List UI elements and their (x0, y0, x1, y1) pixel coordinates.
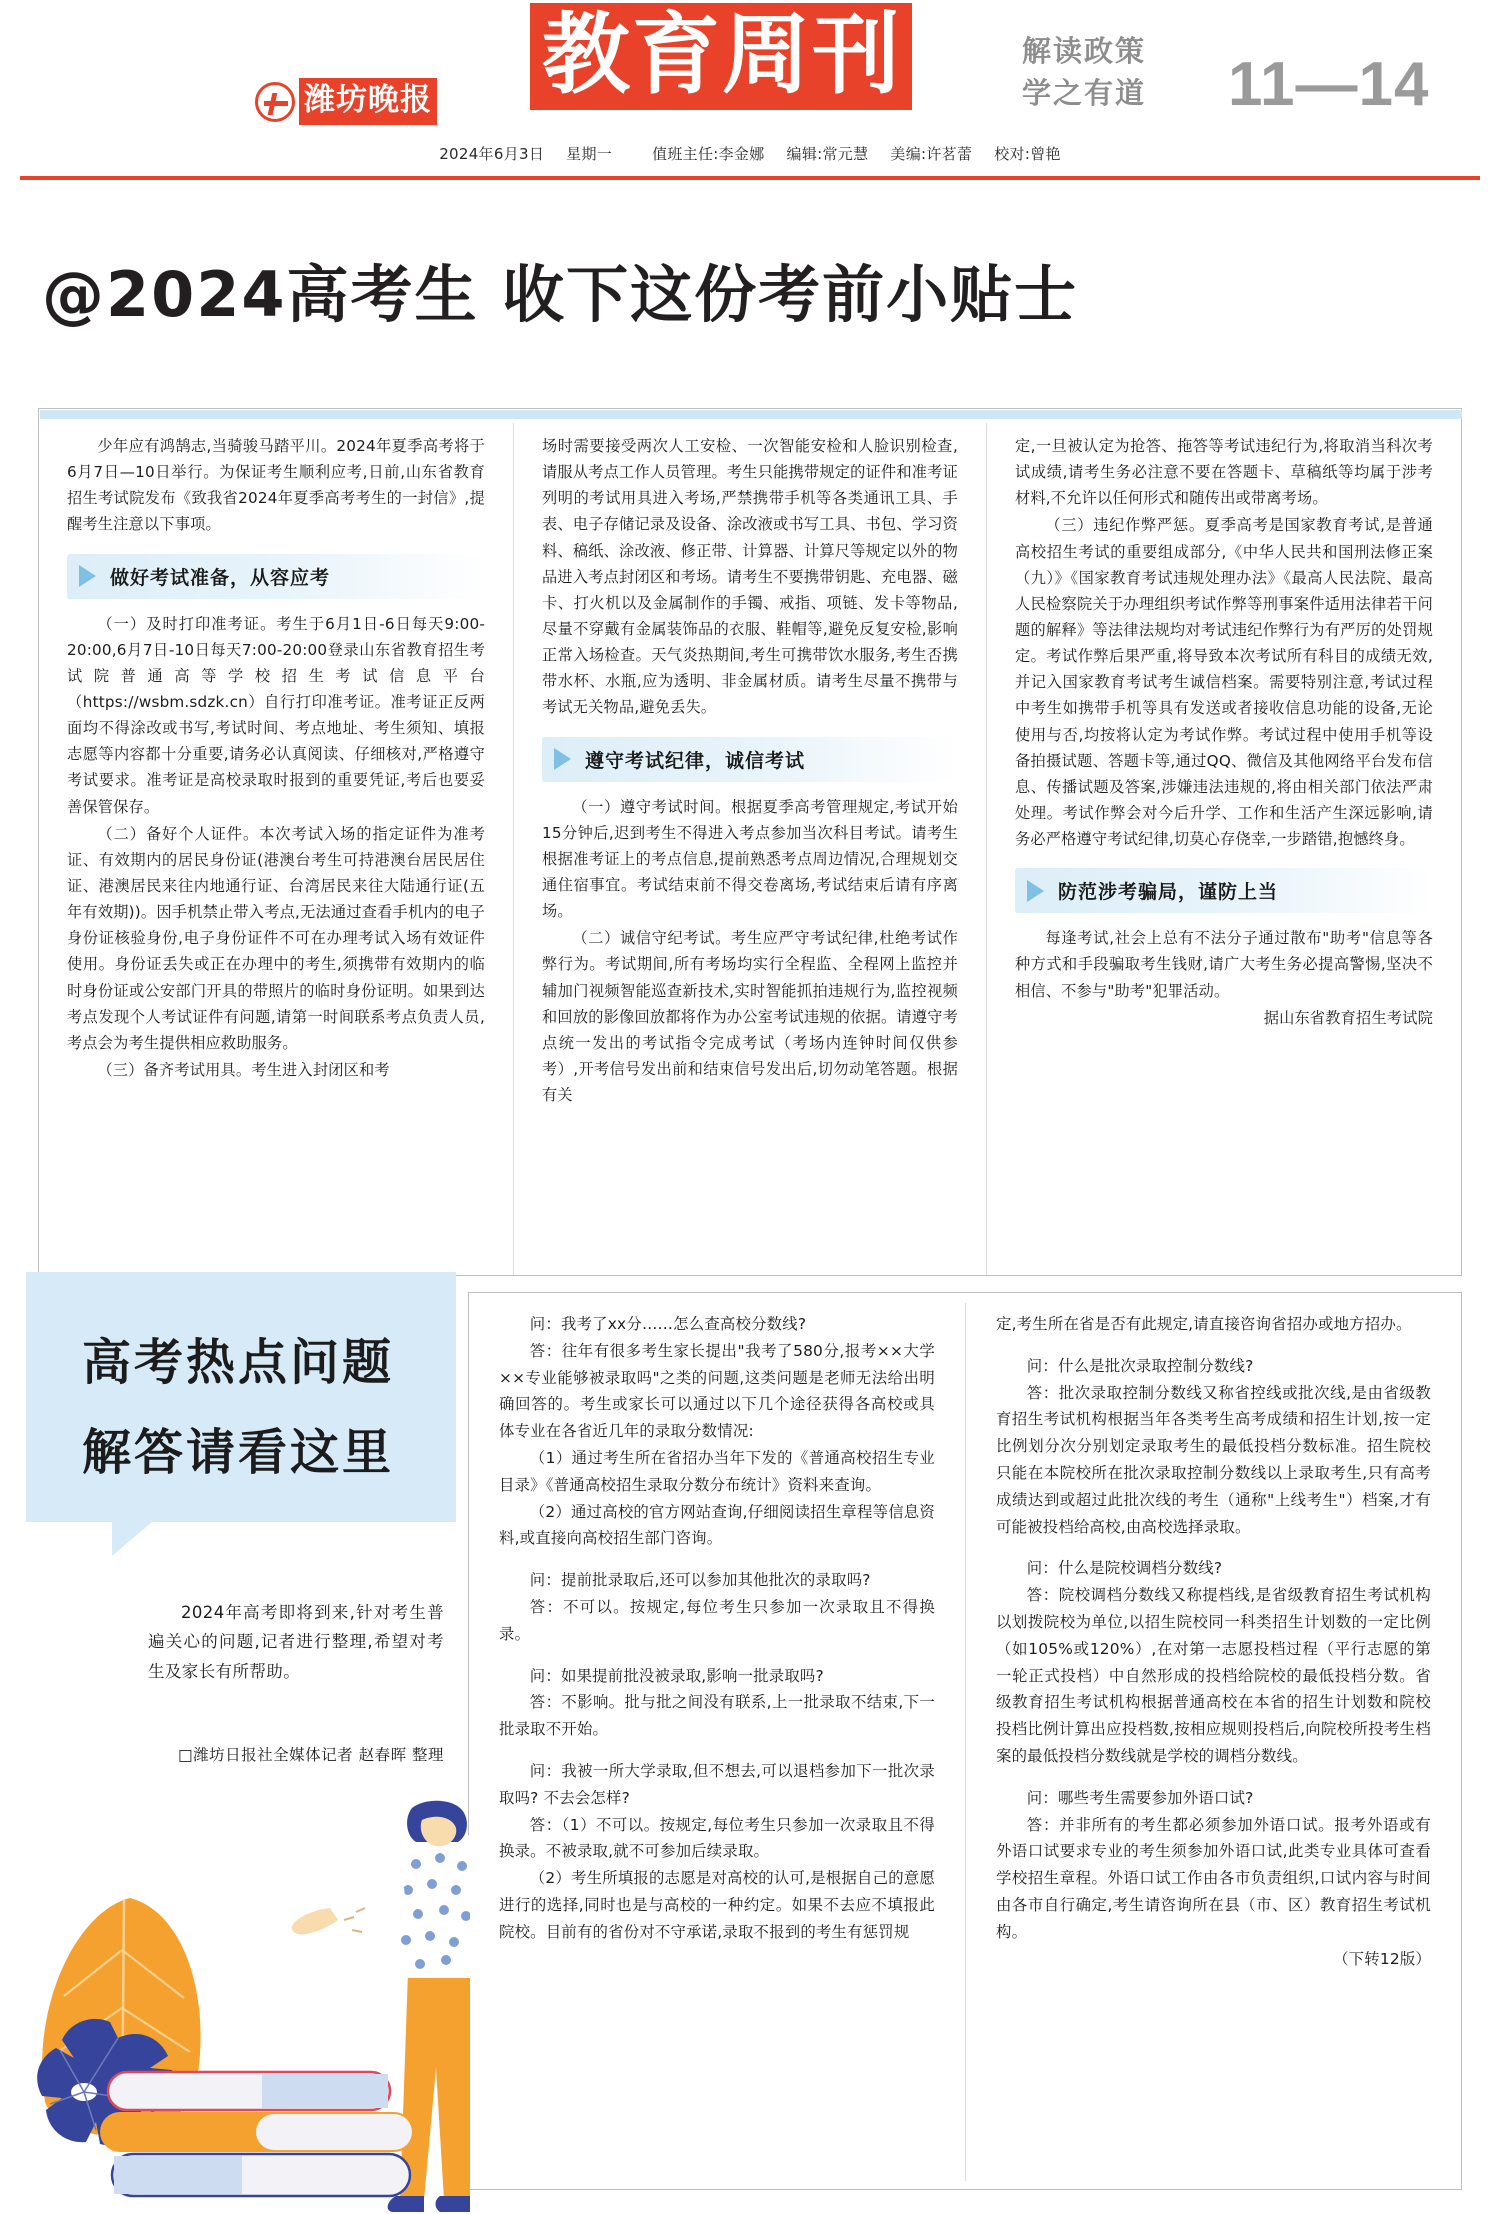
paragraph: （二）诚信守纪考试。考生应严守考试纪律,杜绝考试作弊行为。考试期间,所有考场均实行全程监、全程网上监控并辅加门视频智能巡查新技术,实时智能抓拍违规行为,监控视频和回放的影像回放都将作为办公室考试违规的依据。请遵守考点统一发出的考试指令完成考试（考场内连钟时间仅供参考）,开考信号发出前和结束信号发出后,切勿动笔答题。根据有关 (542, 929, 958, 1105)
masthead-byline (0, 143, 1500, 164)
qa-question: 问：我被一所大学录取,但不想去,可以退档参加下一批次录取吗? 不去会怎样? (499, 1761, 935, 1807)
qa-question: 问：什么是院校调档分数线? (1026, 1559, 1223, 1578)
qa-answer: 答：院校调档分数线又称提档线,是省级教育招生考试机构以划拨院校为单位,以招生院校同一科类招生计划数的一定比例（如105%或120%）,在对第一志愿投档过程（平行志愿的第一轮正式投档）中自然形成的投档给院校的最低投档分数。省级教育招生考试机构根据普通高校在本省的招生计划数和院校投档比例计算出应投档数,按相应规则投档后,向院校所投考生档案的最低投档分数线就是学校的调档分数线。 (996, 1586, 1431, 1765)
illustration-svg (0, 1800, 470, 2214)
masthead-slogan (1022, 30, 1146, 114)
qa-answer-continued: 定,考生所在省是否有此规定,请直接咨询省招办或地方招办。 (996, 1315, 1412, 1333)
section-header-3 (1015, 868, 1433, 913)
continued-marker: （下转12版） (1333, 1949, 1431, 1968)
art-editor: 美编:许茗蕾 (890, 145, 973, 163)
qa-answer-item: （2）通过高校的官方网站查询,仔细阅读招生章程等信息资料,或直接向高校招生部门咨询。 (499, 1502, 935, 1548)
paragraph: （三）违纪作弊严惩。夏季高考是国家教育考试,是普通高校招生考试的重要组成部分,《中华人民共和国刑法修正案（九）》《国家教育考试违规处理办法》《最高人民法院、最高人民检察院关于办理组织考试作弊等刑事案件适用法律若干问题的解释》等法律法规均对考试违纪作弊行为有严厉的处罚规定。考试作弊后果严重,将导致本次考试所有科目的成绩无效,并记入国家教育考试考生诚信档案。需要特别注意,考试过程中考生如携带手机等具有发送或者接收信息功能的设备,无论使用与否,均按将认定为考试作弊。考试过程中使用手机等设备拍摄试题、答题卡等,通过QQ、微信及其他网络平台发布信息、传播试题及答案,涉嫌违法违规的,将由相关部门依法严肃处理。考试作弊会对今后升学、工作和生活产生深远影响,请务必严格遵守考试纪律,切莫心存侥幸,一步踏错,抱憾终身。 (1015, 516, 1433, 849)
paragraph: 少年应有鸿鹄志,当骑骏马踏平川。2024年夏季高考将于6月7日—10日举行。为保证考生顺利应考,日前,山东省教育招生考试院发布《致我省2024年夏季高考考生的一封信》,提醒考生注意以下事项。 (67, 437, 485, 534)
qa-answer: 答：（1）不可以。按规定,每位考生只参加一次录取且不得换录。不被录取,就不可参加后续录取。 (499, 1815, 935, 1861)
section-header-1 (67, 554, 485, 599)
slogan-line-1: 解读政策 (1022, 34, 1147, 68)
page-range: 11—14 (1228, 50, 1430, 119)
feature-title-box (26, 1272, 456, 1522)
slogan-line-2: 学之有道 (1022, 76, 1147, 111)
section-header-2 (542, 737, 958, 782)
book-stack (100, 2072, 414, 2196)
paragraph: 每逢考试,社会上总有不法分子通过散布"助考"信息等各种方式和手段骗取考生钱财,请广大考生务必提高警惕,坚决不相信、不参与"助考"犯罪活动。 (1015, 929, 1433, 1000)
feature-title-line-2: 解答请看这里 (82, 1424, 395, 1481)
article-source: 据山东省教育招生考试院 (1263, 1008, 1433, 1027)
qa-question: 问：哪些考生需要参加外语口试? (1026, 1788, 1254, 1807)
byline-staff-group (652, 143, 1061, 164)
supplement-title: 教育周刊 (542, 2, 903, 106)
publication-date: 2024年6月3日 (439, 145, 545, 163)
main-article (38, 408, 1462, 1276)
byline-date-group (439, 143, 612, 164)
paper-logo (255, 78, 437, 125)
qa-answer: 答：并非所有的考生都必须参加外语口试。报考外语或有外语口试要求专业的考生须参加外语口试,此类专业具体可查看学校招生章程。外语口试工作由各市负责组织,口试内容与时间由各市自行确定,考生请咨询所在县（市、区）教育招生考试机构。 (996, 1815, 1431, 1941)
paragraph: （一）遵守考试时间。根据夏季高考管理规定,考试开始15分钟后,迟到考生不得进入考点参加当次科目考试。请考生根据准考证上的考点信息,提前熟悉考点周边情况,合理规划交通住宿事宜。考试结束前不得交卷离场,考试结束后请有序离场。 (542, 797, 958, 921)
qa-question: 问：什么是批次录取控制分数线? (1026, 1356, 1254, 1375)
circle-swoosh-logo-icon (255, 82, 295, 122)
speech-bubble-tail (112, 1522, 152, 1556)
qa-column-left (469, 1303, 965, 2181)
publication-weekday: 星期一 (566, 145, 613, 163)
qa-answer: 答：往年有很多考生家长提出"我考了580分,报考××大学××专业能够被录取吗"之类的问题,这类问题是老师无法给出明确回答的。考生或家长可以通过以下几个途径获得各高校或具体专业在各省近几年的录取分数情况: (499, 1341, 935, 1441)
supplement-title-block (530, 3, 912, 110)
page-title: @2024高考生 收下这份考前小贴士 (42, 258, 1079, 331)
paragraph: （三）备齐考试用具。考生进入封闭区和考 (97, 1060, 390, 1079)
qa-question: 问：提前批录取后,还可以参加其他批次的录取吗? (529, 1571, 871, 1590)
triangle-bullet-icon (554, 748, 571, 770)
triangle-bullet-icon (79, 565, 96, 587)
qa-answer: 答：不影响。批与批之间没有联系,上一批录取不结束,下一批录取不开始。 (499, 1693, 935, 1739)
article-columns (39, 423, 1463, 1275)
feature-title-line-1: 高考热点问题 (82, 1334, 395, 1391)
article-column-1 (39, 423, 513, 1275)
qa-question: 问：我考了xx分……怎么查高校分数线? (529, 1315, 807, 1333)
qa-answer-item: （1）通过考生所在省招办当年下发的《普通高校招生专业目录》《普通高校招生录取分数分布统计》资料来查询。 (499, 1448, 935, 1494)
duty-editor: 值班主任:李金娜 (652, 145, 765, 163)
section-header-label: 做好考试准备，从容应考 (110, 566, 331, 589)
article-column-3 (987, 423, 1461, 1275)
feature-byline: □潍坊日报社全媒体记者 赵春晖 整理 (178, 1746, 444, 1764)
article-accent-bar (40, 410, 1462, 419)
qa-answer: 答：不可以。按规定,每位考生只参加一次录取且不得换录。 (499, 1597, 935, 1643)
qa-answer: 答：批次录取控制分数线又称省控线或批次线,是由省级教育招生考试机构根据当年各类考生高考成绩和招生计划,按一定比例划分次分别划定录取考生的最低投档分数标准。招生院校只能在本院校所在批次录取控制分数线以上录取考生,只有高考成绩达到或超过此批次线的考生（通称"上线考生"）档案,才有可能被投档给高校,由高校选择录取。 (996, 1383, 1431, 1536)
proofreader: 校对:曾艳 (994, 145, 1061, 163)
section-header-label: 遵守考试纪律，诚信考试 (585, 749, 806, 772)
section-header-label: 防范涉考骗局，谨防上当 (1058, 881, 1279, 904)
student-with-books-illustration (0, 1800, 470, 2214)
qa-answer-item: （2）考生所填报的志愿是对高校的认可,是根据自己的意愿进行的选择,同时也是与高校的一种约定。如果不去应不填报此院校。目前有的省份对不守承诺,录取不报到的考生有惩罚规 (499, 1869, 935, 1941)
masthead-divider (20, 176, 1480, 180)
editor: 编辑:常元慧 (786, 145, 869, 163)
qa-question: 问：如果提前批没被录取,影响一批录取吗? (529, 1666, 824, 1685)
paragraph: 定,一旦被认定为抢答、拖答等考试违纪行为,将取消当科次考试成绩,请考生务必注意不要在答题卡、草稿纸等均属于涉考材料,不允许以任何形式和随传出或带离考场。 (1015, 437, 1433, 508)
feature-lead-paragraph: 2024年高考即将到来,针对考生普遍关心的问题,记者进行整理,希望对考生及家长有所帮助。 (148, 1603, 444, 1681)
triangle-bullet-icon (1027, 880, 1044, 902)
paper-logo-label: 潍坊晚报 (299, 78, 437, 125)
masthead (0, 0, 1500, 178)
article-column-2 (513, 423, 987, 1275)
qa-columns (469, 1303, 1461, 2181)
paragraph: （二）备好个人证件。本次考试入场的指定证件为准考证、有效期内的居民身份证(港澳台考生可持港澳台居民居住证、港澳居民来往内地通行证、台湾居民来往大陆通行证(五年有效期))。因手机禁止带入考点,无法通过查看手机内的电子身份证核验身份,电子身份证件不可在办理考试入场有效证件使用。身份证丢失或正在办理中的考生,须携带有效期内的临时身份证或公安部门开具的带照片的临时身份证明。如果到达考点发现个人考试证件有问题,请第一时间联系考点负责人员,考点会为考生提供相应救助服务。 (67, 824, 485, 1052)
paragraph: 场时需要接受两次人工安检、一次智能安检和人脸识别检查,请服从考点工作人员管理。考生只能携带规定的证件和准考证列明的考试用具进入考场,严禁携带手机等各类通讯工具、手表、电子存储记录及设备、涂改液或书写工具、书包、学习资料、稿纸、涂改液、修正带、计算器、计算尺等规定以外的物品进入考点封闭区和考场。请考生不要携带钥匙、充电器、磁卡、打火机以及金属制作的手镯、戒指、项链、发卡等物品,尽量不穿戴有金属装饰品的衣服、鞋帽等,避免反复安检,影响正常入场检查。天气炎热期间,考生可携带饮水服务,考生否携带水杯、水瓶,应为透明、非金属材质。请考生尽量不携带与考试无关物品,避免丢失。 (542, 437, 958, 717)
paragraph: （一）及时打印准考证。考生于6月1日-6日每天9:00-20:00,6月7日-10日每天7:00-20:00登录山东省教育招生考试院普通高等学校招生考试信息平台（https://wsbm.sdzk.cn）自行打印准考证。准考证正反两面均不得涂改或书写,考试时间、考点地址、考生须知、填报志愿等内容都十分重要,请务必认真阅读、仔细核对,严格遵守考试要求。准考证是高校录取时报到的重要凭证,考后也要妥善保管保存。 (67, 614, 485, 816)
qa-column-right (965, 1303, 1461, 2181)
qa-article (468, 1292, 1462, 2190)
